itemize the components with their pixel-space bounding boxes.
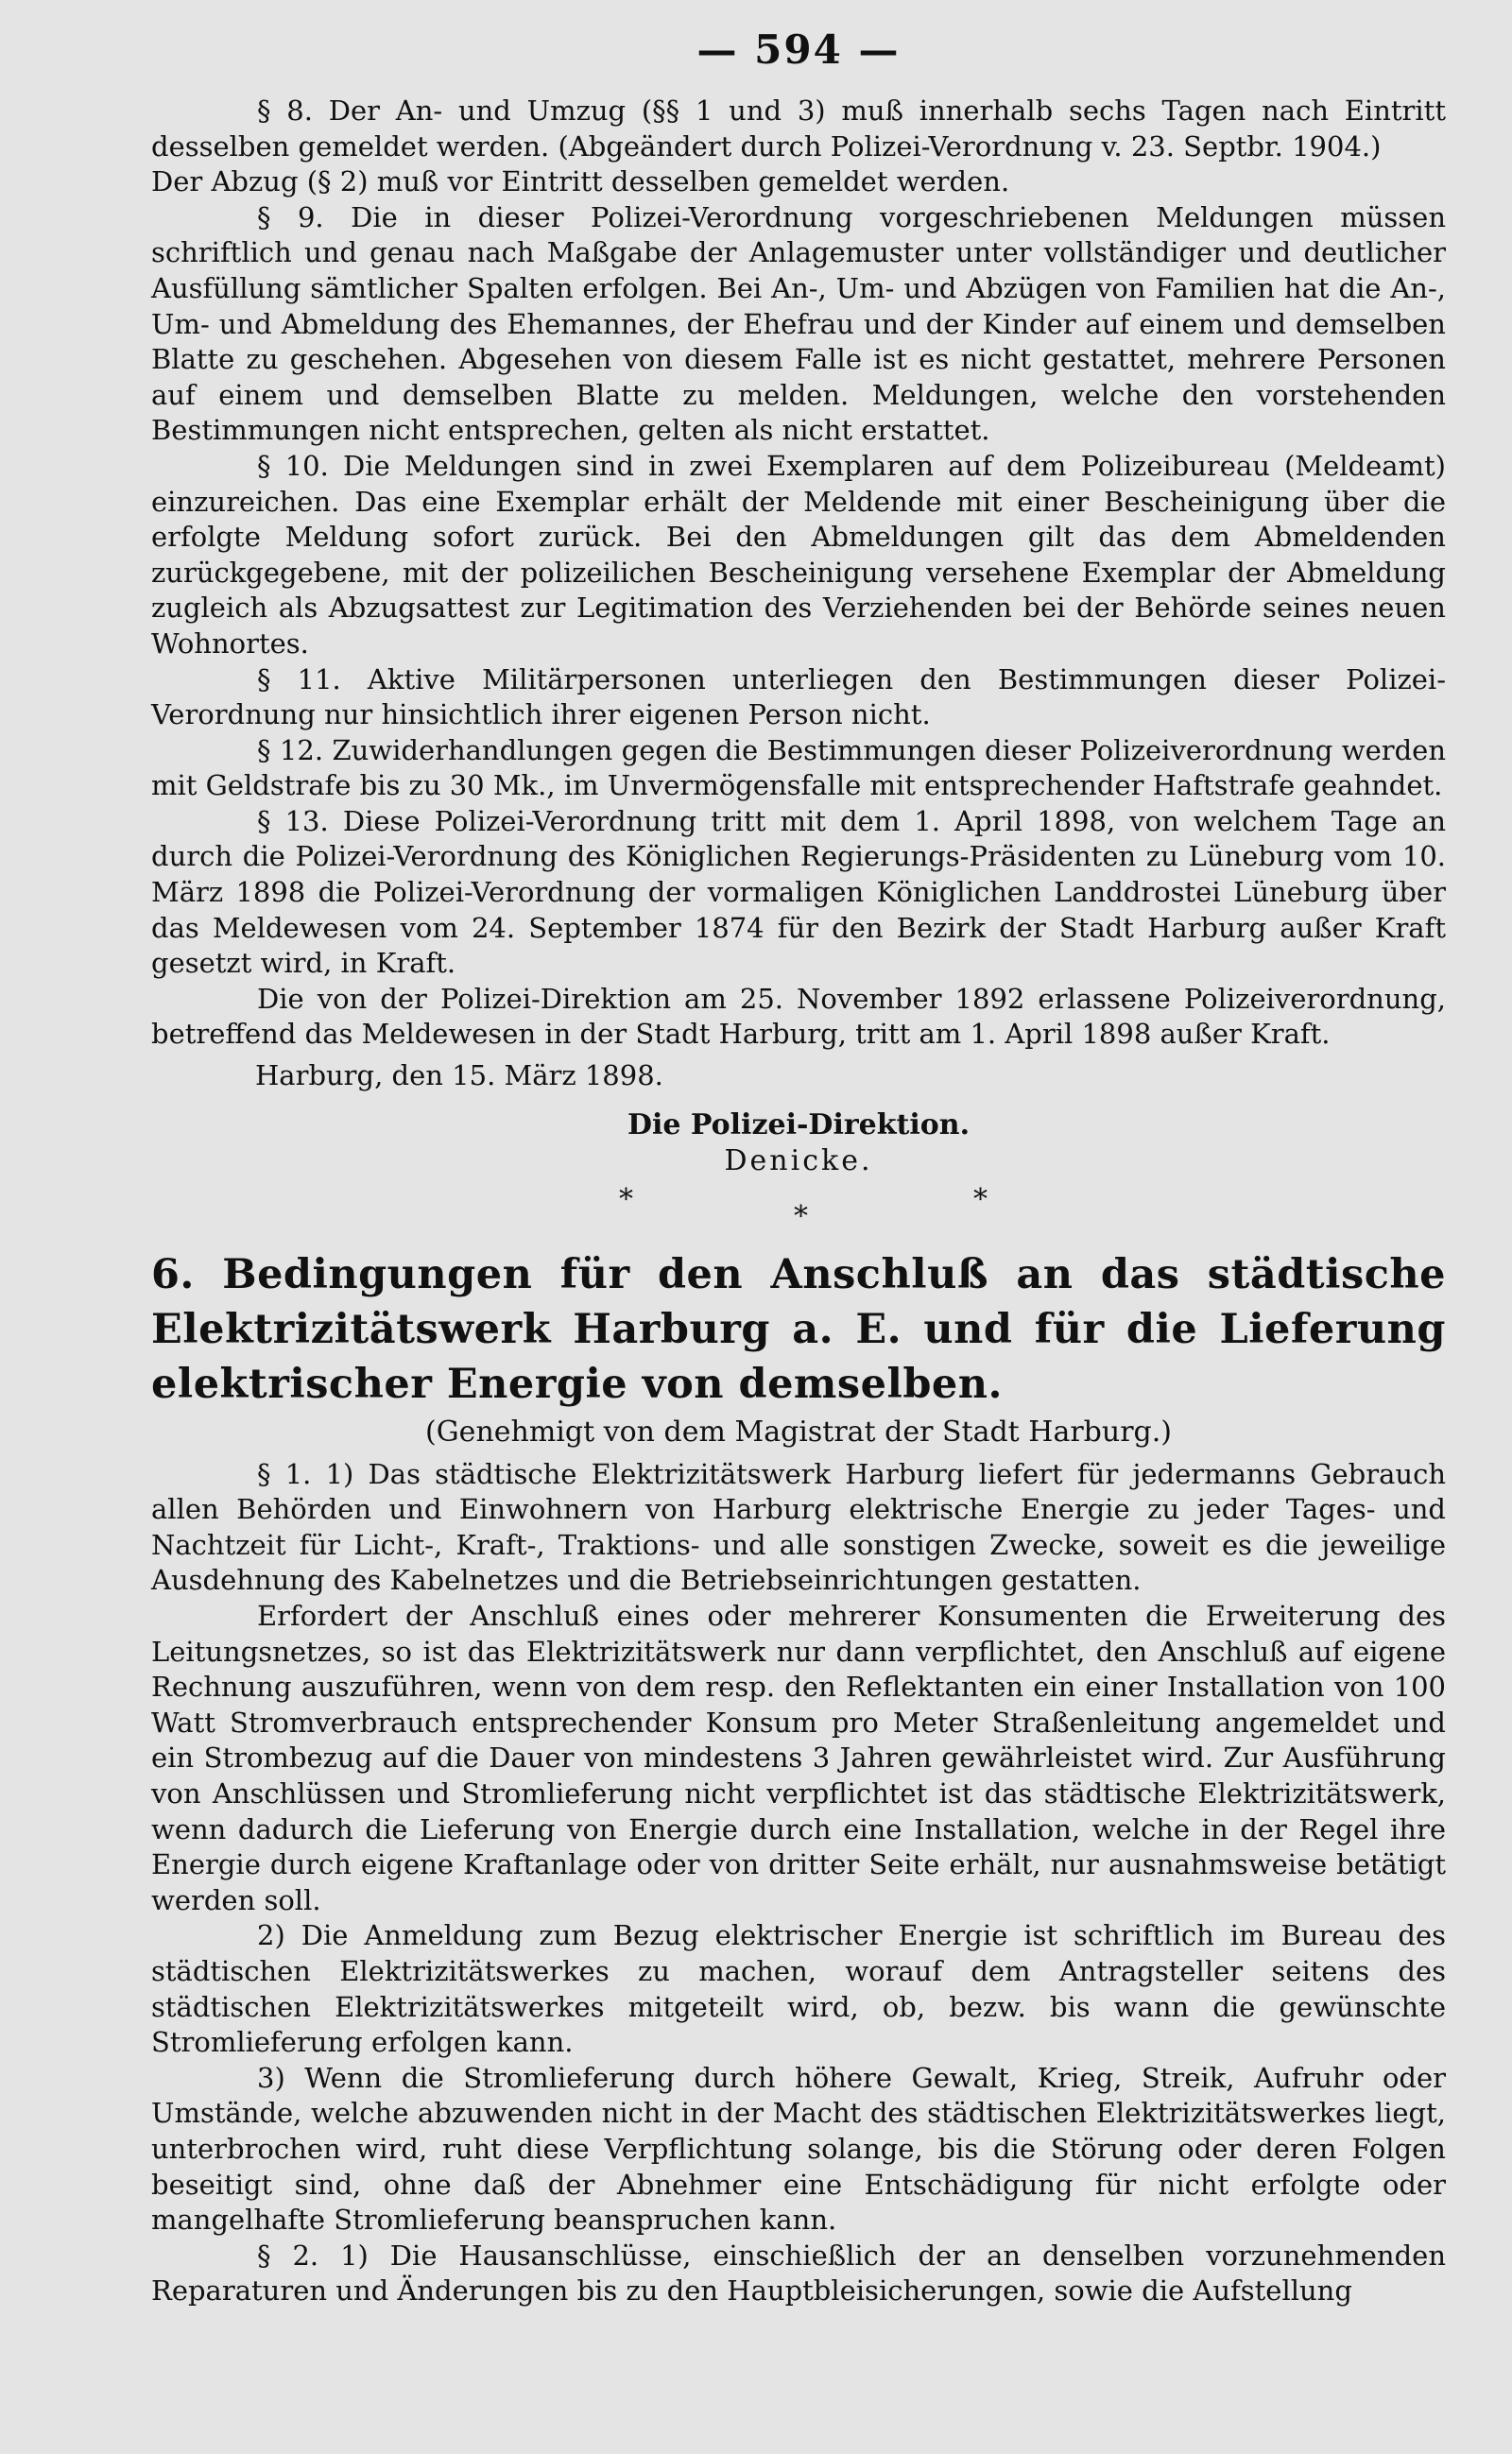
paragraph: § 8. Der An- und Umzug (§§ 1 und 3) muß innerhalb sechs Tagen nach Eintritt desselben gemeldet werden. (Abgeändert durch Polizei-Verordnung v. 23. Septbr. 1904.) bbox=[151, 94, 1446, 163]
date-line: Harburg, den 15. März 1898. bbox=[255, 1059, 663, 1092]
paragraph: § 12. Zuwiderhandlungen gegen die Bestimmungen dieser Polizeiverordnung werden mit Geldstrafe bis zu 30 Mk., im Unvermögensfalle mit entsprechender Haftstrafe geahndet. bbox=[151, 733, 1446, 802]
paragraph: § 13. Diese Polizei-Verordnung tritt mit dem 1. April 1898, von welchem Tage an durch die Polizei-Verordnung des Königlichen Regierungs-Präsidenten zu Lüneburg vom 10. März 1898 die Polizei-Verordnung der vormaligen Königlichen Landdrostei Lüneburg über das Meldewesen vom 24. September 1874 für den Bezirk der Stadt Harburg außer Kraft gesetzt wird, in Kraft. bbox=[151, 804, 1446, 980]
paragraph: § 9. Die in dieser Polizei-Verordnung vorgeschriebenen Meldungen müssen schriftlich und genau nach Maßgabe der Anlagemuster unter vollständiger und deutlicher Ausfüllung sämtlicher Spalten erfolgen. Bei An-, Um- und Abzügen von Familien hat die An-, Um- und Abmeldung des Ehemannes, der Ehefrau und der Kinder auf einem und demselben Blatte zu geschehen. Abgesehen von diesem Falle ist es nicht gestattet, mehrere Personen auf einem und demselben Blatte zu melden. Meldungen, welche den vorstehenden Bestimmungen nicht entsprechen, gelten als nicht erstattet. bbox=[151, 200, 1446, 447]
paragraph: § 2. 1) Die Hausanschlüsse, einschießlich der an denselben vorzunehmenden Reparaturen und Änderungen bis zu den Hauptbleisicherungen, sowie die Aufstellung bbox=[151, 2239, 1446, 2308]
regulation-text-top bbox=[151, 94, 1446, 1053]
page-number: — 594 — bbox=[696, 26, 901, 73]
document-page bbox=[151, 26, 1446, 2309]
section-separator-stars bbox=[151, 1179, 1446, 1233]
separator-star: * bbox=[619, 1182, 633, 1216]
paragraph: § 10. Die Meldungen sind in zwei Exemplaren auf dem Polizeibureau (Meldeamt) einzureichen. Das eine Exemplar erhält der Meldende mit einer Bescheinigung über die erfolgte Meldung sofort zurück. Bei den Abmeldungen gilt das dem Abmeldenden zurückgegebene, mit der polizeilichen Bescheinigung versehene Exemplar der Abmeldung zugleich als Abzugsattest zur Legitimation des Verziehenden bei der Behörde seines neuen Wohnortes. bbox=[151, 449, 1446, 660]
paragraph: 3) Wenn die Stromlieferung durch höhere Gewalt, Krieg, Streik, Aufruhr oder Umstände, welche abzuwenden nicht in der Macht des städtischen Elektrizitätswerkes liegt, unterbrochen wird, ruht diese Verpflichtung solange, bis die Störung oder deren Folgen beseitigt sind, ohne daß der Abnehmer eine Entschädigung für nicht erfolgte oder mangelhafte Stromlieferung beanspruchen kann. bbox=[151, 2061, 1446, 2237]
section-heading: 6. Bedingungen für den Anschluß an das städtische Elektrizitätswerk Harburg a. E. und für die Lieferung elektrischer Energie von demselben. bbox=[151, 1250, 1446, 1408]
signature-authority: Die Polizei-Direktion. bbox=[627, 1107, 971, 1141]
paragraph: 2) Die Anmeldung zum Bezug elektrischer Energie ist schriftlich im Bureau des städtischen Elektrizitätswerkes zu machen, worauf dem Antragsteller seitens des städtischen Elektrizitätswerkes mitgeteilt wird, ob, bezw. bis wann die gewünschte Stromlieferung erfolgen kann. bbox=[151, 1919, 1446, 2059]
paragraph: Die von der Polizei-Direktion am 25. November 1892 erlassene Polizeiverordnung, betreffend das Meldewesen in der Stadt Harburg, tritt am 1. April 1898 außer Kraft. bbox=[151, 982, 1446, 1051]
paragraph: § 11. Aktive Militärpersonen unterliegen den Bestimmungen dieser Polizei-Verordnung nur hinsichtlich ihrer eigenen Person nicht. bbox=[151, 662, 1446, 731]
regulation-text-bottom bbox=[151, 1457, 1446, 2309]
paragraph: § 1. 1) Das städtische Elektrizitätswerk Harburg liefert für jedermanns Gebrauch allen Behörden und Einwohnern von Harburg elektrische Energie zu jeder Tages- und Nachtzeit für Licht-, Kraft-, Traktions- und alle sonstigen Zwecke, soweit es die jeweilige Ausdehnung des Kabelnetzes und die Betriebseinrichtungen gestatten. bbox=[151, 1457, 1446, 1597]
separator-star: * bbox=[794, 1199, 808, 1233]
signature-name: Denicke. bbox=[724, 1143, 873, 1177]
paragraph: Erfordert der Anschluß eines oder mehrerer Konsumenten die Erweiterung des Leitungsnetzes, so ist das Elektrizitätswerk nur dann verpflichtet, den Anschluß auf eigene Rechnung auszuführen, wenn von dem resp. den Reflektanten ein einer Installation von 100 Watt Stromverbrauch entsprechender Konsum pro Meter Straßenleitung angemeldet und ein Strombezug auf die Dauer von mindestens 3 Jahren gewährleistet wird. Zur Ausführung von Anschlüssen und Stromlieferung nicht verpflichtet ist das städtische Elektrizitätswerk, wenn dadurch die Lieferung von Energie durch eine Installation, welche in der Regel ihre Energie durch eigene Kraftanlage oder von dritter Seite erhält, nur ausnahmsweise betätigt werden soll. bbox=[151, 1600, 1446, 1916]
approval-note: (Genehmigt von dem Magistrat der Stadt Harburg.) bbox=[425, 1415, 1172, 1449]
separator-star: * bbox=[973, 1182, 988, 1216]
paragraph: Der Abzug (§ 2) muß vor Eintritt desselben gemeldet werden. bbox=[151, 165, 1010, 198]
